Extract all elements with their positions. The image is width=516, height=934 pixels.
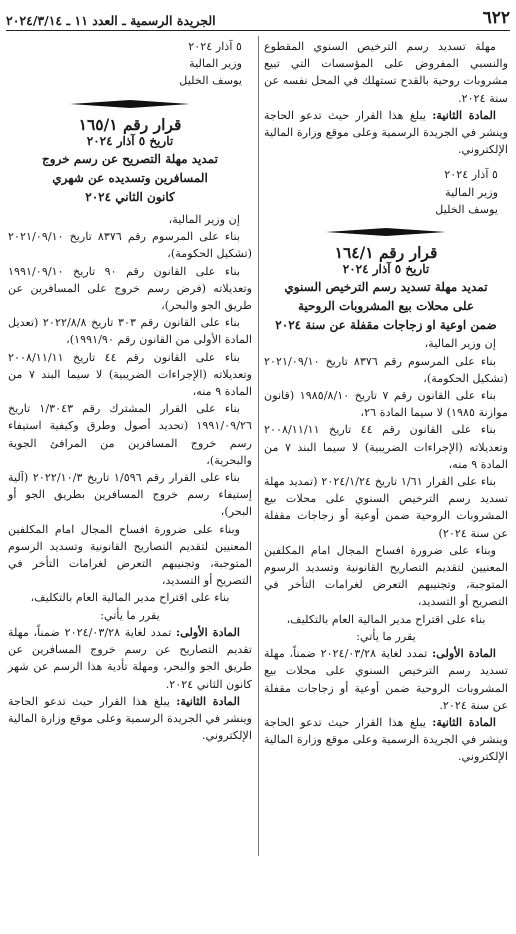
page-header (6, 6, 510, 31)
legal-basis: بناء على القانون رقم ٩٠ تاريخ ١٩٩١/٠٩/١٠ وتعديلاته (فرض رسم خروج على المسافرين عن طريق الجو والبحر)، (8, 264, 252, 313)
article-paragraph (264, 714, 508, 766)
legal-basis: بناء على القانون رقم ٧ تاريخ ١٩٨٥/٨/١٠ (قانون موازنة ١٩٨٥) لا سيما المادة ٢٦، (264, 389, 508, 420)
legal-basis: بناء على القرار ١/٦١ تاريخ ٢٠٢٤/١/٢٤ (تمديد مهلة تسديد رسم الترخيص السنوي على محلات بيع المشروبات الروحية ضمن أوعية أو زجاجات مقفلة عن سنة ٢٠٢٤) (264, 475, 508, 540)
gazette-issue-info: الجريدة الرسمية ـ العدد ١١ ـ ٢٠٢٤/٣/١٤ (6, 13, 216, 28)
section-separator (70, 98, 190, 110)
article-label: المادة الثانية: (432, 107, 496, 122)
decides-heading: يقرر ما يأتي: (100, 608, 160, 622)
decision-date: تاريخ ٥ آذار ٢٠٢٤ (86, 133, 174, 148)
page-number: ٦٢٢ (482, 8, 510, 28)
legal-basis: وبناء على ضرورة افساح المجال امام المكلفين المعنيين لتقديم التصاريح القانونية وتسديد الرسوم المتوجبة، وتجنيبهم التعرض لغرامات التأخر في التصريح أو التسديد، (264, 543, 508, 609)
legal-basis: بناء على القرار رقم ١/٥٩٦ تاريخ ٢٠٢٢/١٠/٣ (آلية إستيفاء رسم خروج المسافرين بطريق الجو أو البحر)، (8, 471, 252, 519)
preamble: إن وزير المالية، (424, 337, 496, 351)
legal-basis: بناء على المرسوم رقم ٨٣٧٦ تاريخ ٢٠٢١/٠٩/١٠ (تشكيل الحكومة)، (264, 354, 508, 385)
decision-title-line: كانون الثاني ٢٠٢٤ (85, 190, 175, 205)
signature-name: يوسف الخليل (179, 74, 242, 88)
decision-title-line: تمديد مهلة التصريح عن رسم خروج (42, 152, 218, 167)
legal-basis: بناء على اقتراح مدير المالية العام بالتكليف، (30, 591, 230, 605)
decision-date: تاريخ ٥ آذار ٢٠٢٤ (342, 262, 430, 277)
signature-date: ٥ آذار ٢٠٢٤ (188, 40, 242, 53)
article-label: المادة الثانية: (432, 714, 496, 729)
signature-date: ٥ آذار ٢٠٢٤ (444, 168, 498, 182)
legal-basis: بناء على المرسوم رقم ٨٣٧٦ تاريخ ٢٠٢١/٠٩/١٠ (تشكيل الحكومة)، (8, 230, 252, 261)
article-label: المادة الثانية: (176, 693, 240, 708)
article-text: تمدد لغاية ٢٠٢٤/٠٣/٢٨ ضمناً، مهلة تقديم التصاريح عن رسم خروج المسافرين عن طريق الجو والبحر، ومهلة تأدية هذا الرسم عن شهر كانون الثاني ٢٠٢٤. (8, 625, 252, 691)
legal-basis: بناء على القانون رقم ٤٤ تاريخ ٢٠٠٨/١١/١١ وتعديلاته (الإجراءات الضريبية) لا سيما البند ٧ من المادة ٩ منه، (264, 423, 508, 471)
article-paragraph (8, 624, 252, 693)
legal-basis: بناء على القانون رقم ٤٤ تاريخ ٢٠٠٨/١١/١١ وتعديلاته (الإجراءات الضريبية) لا سيما البند ٧ من المادة ٩ منه، (8, 350, 252, 399)
article-paragraph (8, 693, 252, 745)
article-text: يبلغ هذا القرار حيث تدعو الحاجة وينشر في الجريدة الرسمية وعلى موقع وزارة المالية الإلكتروني. (264, 715, 508, 764)
legal-basis: بناء على اقتراح مدير المالية العام بالتكليف، (286, 612, 486, 626)
signature-title: وزير المالية (189, 57, 242, 71)
article-text: يبلغ هذا القرار حيث تدعو الحاجة وينشر في الجريدة الرسمية وعلى موقع وزارة المالية الإلكتروني. (264, 108, 508, 157)
decides-heading: يقرر ما يأتي: (356, 629, 416, 643)
article-paragraph (264, 645, 508, 714)
legal-basis: بناء على القانون رقم ٣٠٣ تاريخ ٢٠٢٢/٨/٨ (تعديل المادة الأولى من القانون رقم ١٩٩١/٩٠)، (8, 316, 252, 347)
signature-title: وزير المالية (445, 185, 498, 199)
signature-name: يوسف الخليل (435, 202, 498, 216)
decision-number: قرار رقم ١٦٤/١ (334, 243, 438, 263)
left-column (8, 38, 252, 744)
preamble: إن وزير المالية، (168, 213, 240, 227)
article-label: المادة الأولى: (176, 624, 241, 639)
article-text: يبلغ هذا القرار حيث تدعو الحاجة وينشر في الجريدة الرسمية وعلى موقع وزارة المالية الإلكتروني. (8, 694, 252, 743)
continued-paragraph: مهلة تسديد رسم الترخيص السنوي المقطوع والنسبي المفروض على المؤسسات التي تبيع مشروبات روحية بالقدح تستهلك في المحل نفسه عن سنة ٢٠٢٤. (264, 40, 508, 105)
decision-title-line: المسافرين وتسديده عن شهري (52, 171, 208, 186)
article-paragraph (264, 107, 508, 159)
article-text: تمدد لغاية ٢٠٢٤/٠٣/٢٨ ضمناً، مهلة تسديد رسم الترخيص السنوي على محلات بيع المشروبات الروحية ضمن أوعية أو زجاجات مقفلة عن سنة ٢٠٢٤. (264, 647, 508, 712)
decision-title-line: تمديد مهلة تسديد رسم الترخيص السنوي (284, 280, 488, 295)
section-separator (326, 226, 446, 238)
decision-title-line: على محلات بيع المشروبات الروحية (297, 299, 475, 314)
right-column (264, 38, 508, 766)
article-label: المادة الأولى: (432, 646, 497, 661)
decision-title-line: ضمن اوعية او زجاجات مقفلة عن سنة ٢٠٢٤ (275, 318, 497, 333)
legal-basis: وبناء على ضرورة افساح المجال امام المكلفين المعنيين لتقديم التصاريح القانونية وتسديد الرسوم المتوجبة، وتجنيبهم التعرض لغرامات التأخر في التصريح أو التسديد، (8, 522, 252, 588)
decision-number: قرار رقم ١٦٥/١ (78, 114, 182, 134)
legal-basis: بناء على القرار المشترك رقم ١/٣٠٤٣ تاريخ ١٩٩١/٠٩/٢٦ (تحديد أصول وطرق وكيفية استيفاء رسم خروج المسافرين من المرافئ الجوية والبحرية)، (8, 402, 252, 467)
column-divider (258, 36, 259, 856)
